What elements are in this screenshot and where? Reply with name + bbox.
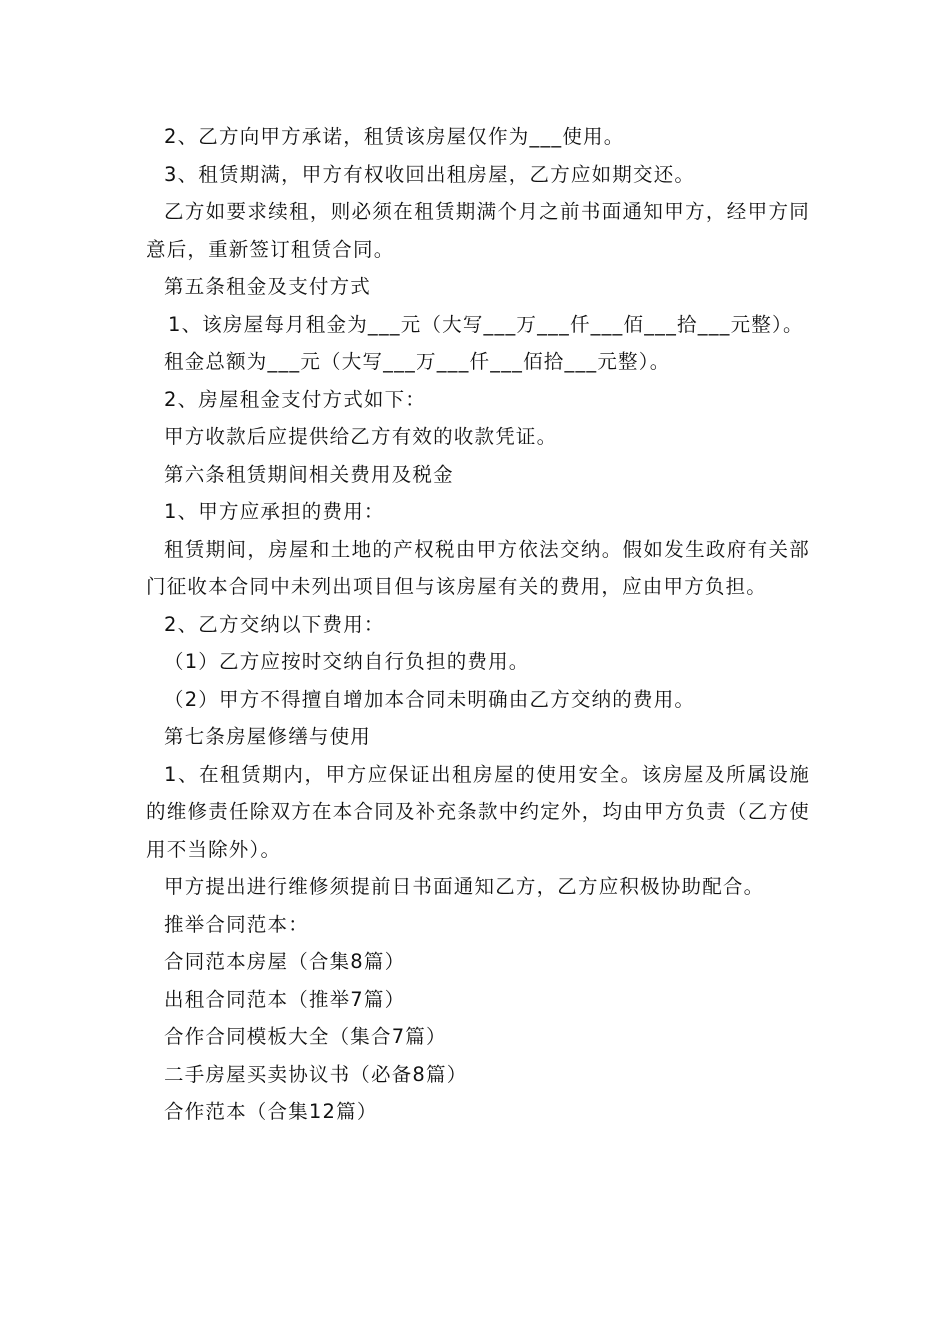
article-6-heading: 第六条租赁期间相关费用及税金 <box>164 462 454 486</box>
document-body <box>146 118 810 1131</box>
recommended-link-3[interactable]: 合作合同模板大全（集合7篇） <box>164 1025 447 1048</box>
recommended-link-2[interactable]: 出租合同范本（推举7篇） <box>164 987 406 1011</box>
recommended-link-4[interactable]: 二手房屋买卖协议书（必备8篇） <box>164 1062 468 1086</box>
monthly-rent-clause: 1、该房屋每月租金为___元（大写___万___仟___佰___拾___元整）。 <box>168 312 804 336</box>
recommended-link-1[interactable]: 合同范本房屋（合集8篇） <box>164 950 406 973</box>
landlord-fees-clause: 1、甲方应承担的费用： <box>164 500 385 523</box>
fee-item-2: （2）甲方不得擅自增加本合同未明确由乙方交纳的费用。 <box>164 687 696 711</box>
receipt-paragraph: 甲方收款后应提供给乙方有效的收款凭证。 <box>164 425 558 448</box>
total-rent-line: 租金总额为___元（大写___万___仟___佰拾___元整）。 <box>164 350 671 373</box>
tenant-fees-clause: 2、乙方交纳以下费用： <box>164 612 385 636</box>
article-7-heading: 第七条房屋修缮与使用 <box>164 725 372 748</box>
clause-3-expiry: 3、租赁期满，甲方有权收回出租房屋，乙方应如期交还。 <box>164 162 696 186</box>
repair-responsibility-clause: 1、在租赁期内，甲方应保证出租房屋的使用安全。该房屋及所属设施的维修责任除双方在本合同及补充条款中约定外，均由甲方负责（乙方使用不当除外）。 <box>146 762 810 861</box>
property-tax-paragraph: 租赁期间，房屋和土地的产权税由甲方依法交纳。假如发生政府有关部门征收本合同中未列出项目但与该房屋有关的费用，应由甲方负担。 <box>146 537 810 598</box>
fee-item-1: （1）乙方应按时交纳自行负担的费用。 <box>164 650 530 673</box>
article-5-heading: 第五条租金及支付方式 <box>164 275 372 298</box>
repair-notice-paragraph: 甲方提出进行维修须提前日书面通知乙方，乙方应积极协助配合。 <box>164 875 765 898</box>
recommended-link-5[interactable]: 合作范本（合集12篇） <box>164 1100 378 1123</box>
payment-method-clause: 2、房屋租金支付方式如下： <box>164 387 427 411</box>
recommended-templates-heading: 推举合同范本： <box>164 912 309 936</box>
clause-2-usage: 2、乙方向甲方承诺，租赁该房屋仅作为___使用。 <box>164 125 625 148</box>
renewal-paragraph: 乙方如要求续租，则必须在租赁期满个月之前书面通知甲方，经甲方同意后，重新签订租赁合同。 <box>146 200 810 261</box>
